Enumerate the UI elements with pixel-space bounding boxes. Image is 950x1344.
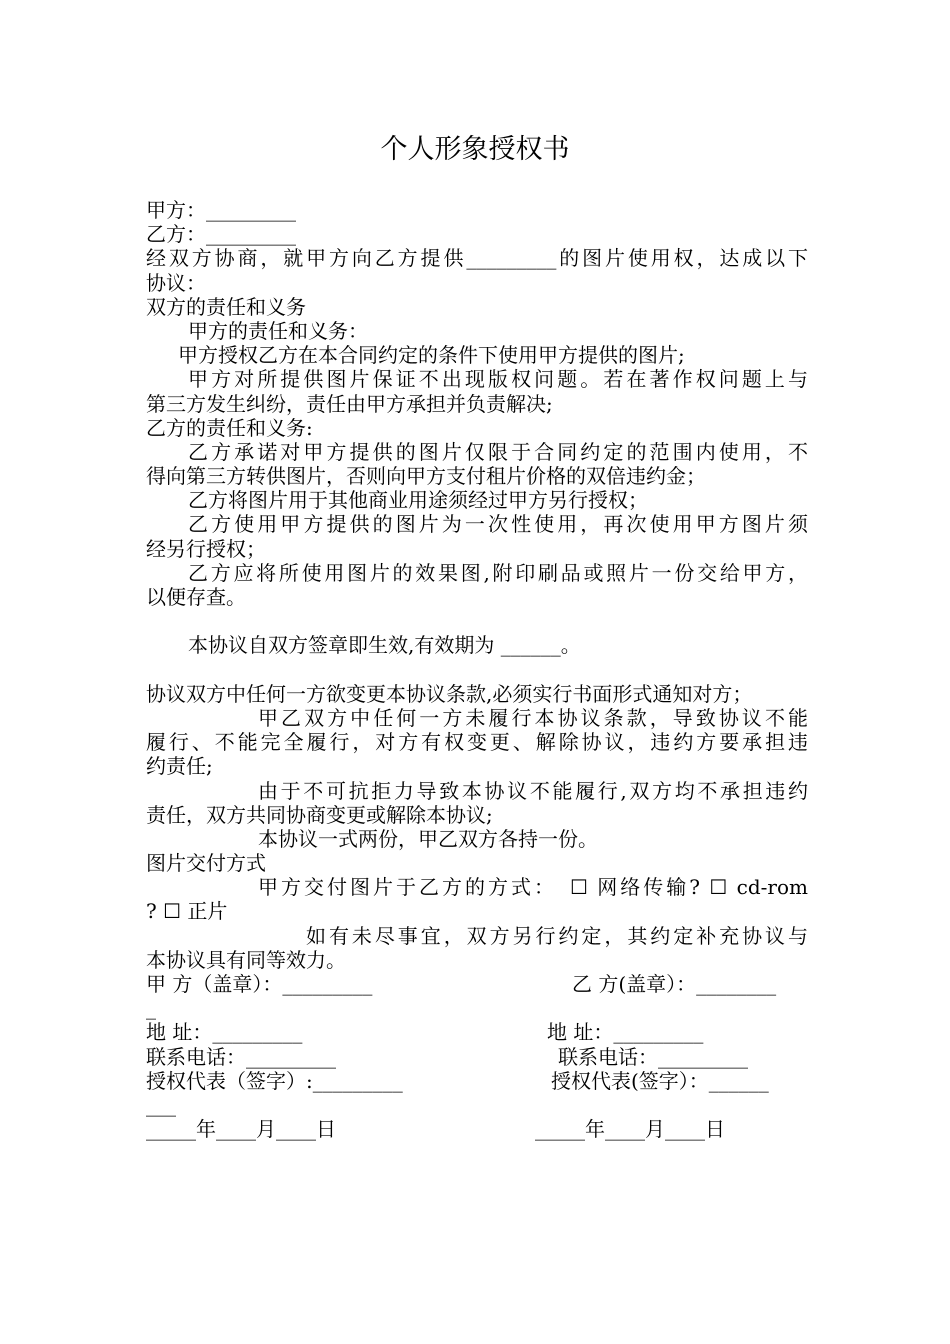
party-b-duty-2: 乙方将图片用于其他商业用途须经过甲方另行授权； <box>188 488 648 513</box>
party-b-duty-3-line-1: 乙方使用甲方提供的图片为一次性使用，再次使用甲方图片须 <box>188 512 808 537</box>
breach-clause-line-3: 约责任; <box>146 754 213 779</box>
party-b-representative-wrap: ___ <box>146 1092 176 1117</box>
delivery-line-1: 甲方交付图片于乙方的方式： ☐ 网络传输? ☐ cd-rom <box>258 875 808 900</box>
force-majeure-line-2: 责任，双方共同协商变更或解除本协议; <box>146 802 493 827</box>
document-body <box>146 198 808 1141</box>
party-a-representative: 授权代表（签字）:_________ <box>146 1068 403 1093</box>
party-b-address: 地 址：_________ <box>547 1020 704 1045</box>
party-b-duty-1-line-1: 乙方承诺对甲方提供的图片仅限于合同约定的范围内使用，不 <box>188 439 808 464</box>
party-b-duty-4-line-1: 乙方应将所使用图片的效果图,附印刷品或照片一份交给甲方， <box>188 560 808 585</box>
party-b-duty-3-line-2: 经另行授权； <box>146 536 266 561</box>
party-b-line: 乙方：_________ <box>146 222 296 247</box>
party-a-phone: 联系电话：_________ <box>146 1044 336 1069</box>
validity-clause: 本协议自双方签章即生效,有效期为 ______。 <box>188 633 581 658</box>
address-row <box>146 1020 808 1044</box>
breach-clause-line-1: 甲乙双方中任何一方未履行本协议条款，导致协议不能 <box>258 705 808 730</box>
supplement-line-1: 如有未尽事宜，双方另行约定，其约定补充协议与 <box>306 923 808 948</box>
party-b-date: _____年____月____日 <box>535 1117 725 1142</box>
spacer <box>146 609 808 633</box>
section-delivery-heading: 图片交付方式 <box>146 851 266 876</box>
party-a-address: 地 址：_________ <box>146 1020 303 1045</box>
intro-line-2: 协议： <box>146 270 206 295</box>
breach-clause-line-2: 履行、不能完全履行，对方有权变更、解除协议，违约方要承担违 <box>146 730 808 755</box>
party-b-representative: 授权代表(签字）：______ <box>551 1068 769 1093</box>
supplement-line-2: 本协议具有同等效力。 <box>146 947 346 972</box>
spacer <box>146 658 808 682</box>
party-b-duty-heading: 乙方的责任和义务: <box>146 415 313 440</box>
representative-wrap-row <box>146 1093 808 1117</box>
party-a-line: 甲方：_________ <box>146 198 296 222</box>
party-a-date: _____年____月____日 <box>146 1117 336 1142</box>
date-row <box>146 1117 808 1141</box>
phone-row <box>146 1045 808 1069</box>
representative-row <box>146 1069 808 1093</box>
seal-wrap-row <box>146 996 808 1020</box>
seal-row <box>146 972 808 996</box>
force-majeure-line-1: 由于不可抗拒力导致本协议不能履行,双方均不承担违约 <box>258 778 808 803</box>
party-b-duty-1-line-2: 得向第三方转供图片，否则向甲方支付租片价格的双倍违约金； <box>146 464 706 489</box>
party-a-duty-1: 甲方授权乙方在本合同约定的条件下使用甲方提供的图片; <box>178 343 685 368</box>
section-duties-heading: 双方的责任和义务 <box>146 294 306 319</box>
party-a-seal: 甲 方（盖章）：_________ <box>146 972 373 996</box>
party-b-seal: 乙 方(盖章）：________ <box>572 972 777 996</box>
party-a-duty-2-line-1: 甲方对所提供图片保证不出现版权问题。若在著作权问题上与 <box>188 367 808 392</box>
party-a-duty-2-line-2: 第三方发生纠纷，责任由甲方承担并负责解决; <box>146 391 553 416</box>
delivery-line-2: ? ☐ 正片 <box>146 899 228 924</box>
party-b-duty-4-line-2: 以便存查。 <box>146 585 246 609</box>
intro-line-1: 经双方协商，就甲方向乙方提供_________的图片使用权，达成以下 <box>146 246 808 271</box>
party-b-phone: 联系电话：_________ <box>558 1044 748 1069</box>
change-clause: 协议双方中任何一方欲变更本协议条款,必须实行书面形式通知对方； <box>146 681 753 706</box>
party-a-duty-heading: 甲方的责任和义务： <box>188 318 368 343</box>
document-title: 个人形象授权书 <box>380 134 570 165</box>
party-b-seal-wrap: _ <box>146 996 156 1021</box>
copies-clause: 本协议一式两份，甲乙双方各持一份。 <box>258 826 598 851</box>
